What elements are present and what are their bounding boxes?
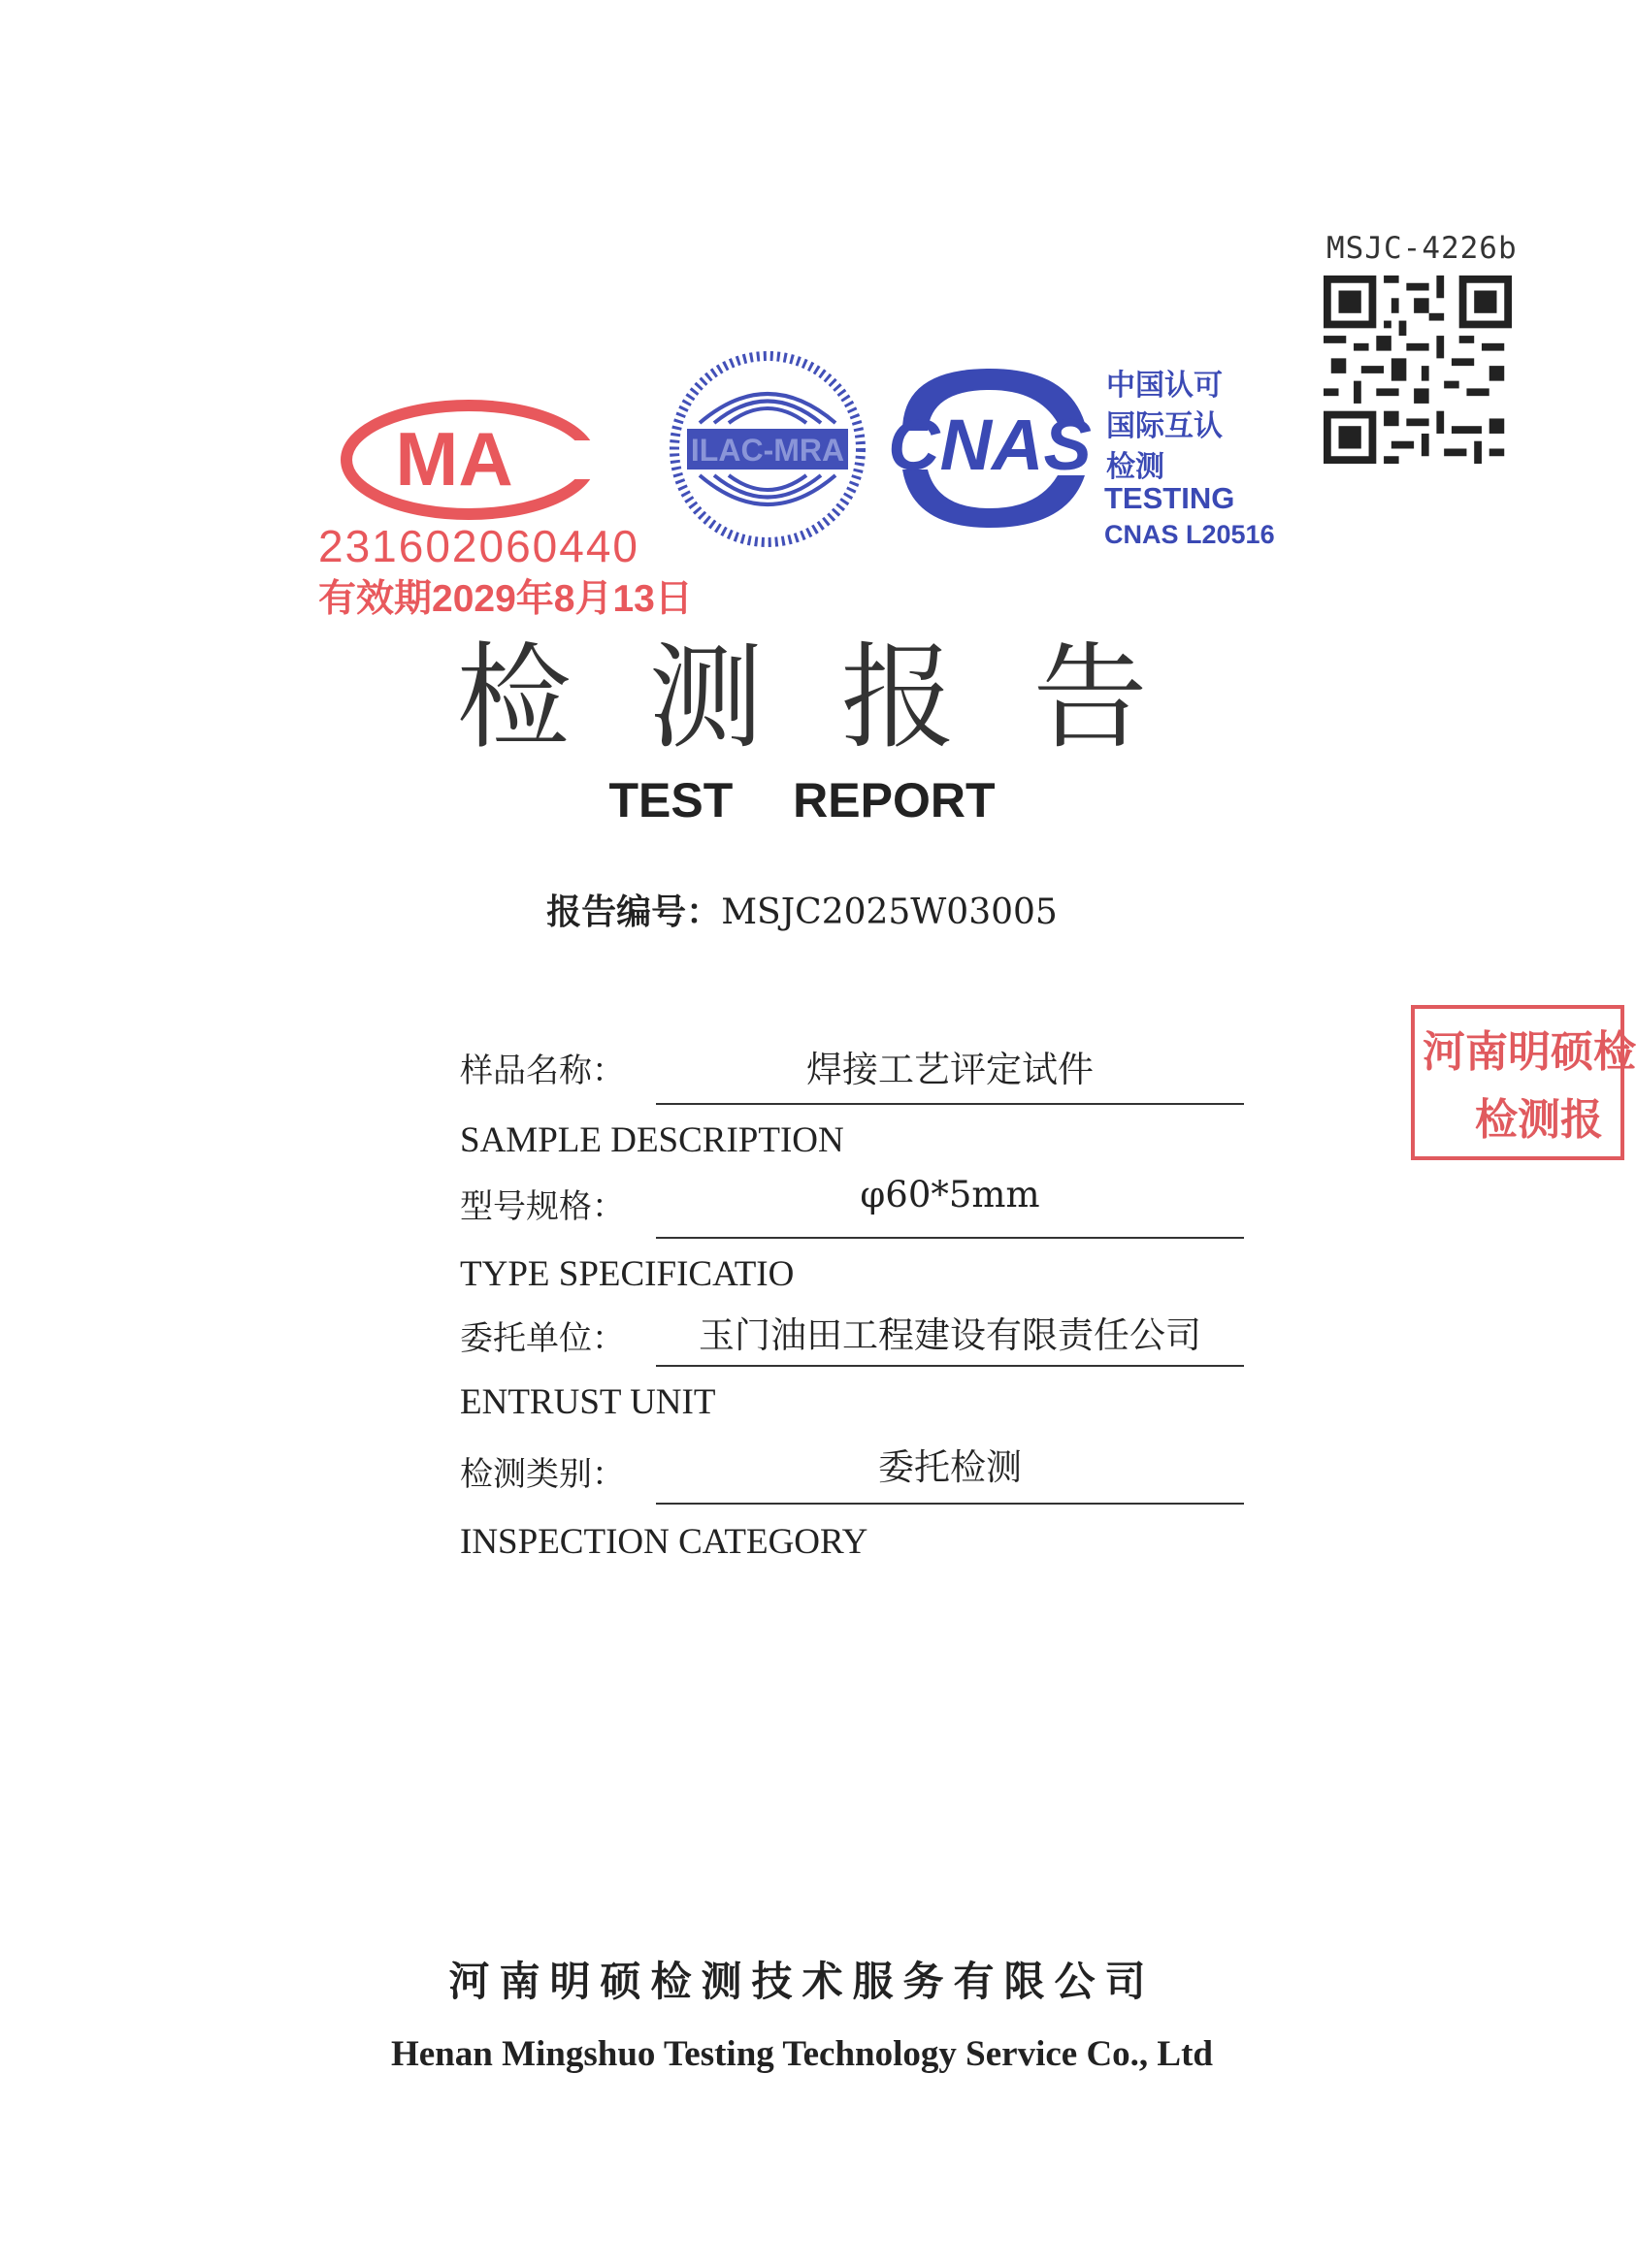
cnas-cn-line2: 国际互认 bbox=[1106, 409, 1223, 443]
sample-name-value: 焊接工艺评定试件 bbox=[806, 1049, 1094, 1090]
entrust-unit-en-label: ENTRUST UNIT bbox=[460, 1382, 716, 1422]
type-spec-label: 型号规格： bbox=[460, 1187, 625, 1226]
cma-number: 231602060440 bbox=[318, 521, 639, 571]
cnas-testing-label: TESTING bbox=[1104, 481, 1235, 515]
inspection-category-en-label: INSPECTION CATEGORY bbox=[460, 1522, 868, 1562]
entrust-unit-underline bbox=[656, 1365, 1244, 1367]
cnas-text: CNAS bbox=[888, 405, 1092, 485]
type-spec-underline bbox=[656, 1237, 1244, 1239]
cma-logo-text: MA bbox=[395, 416, 513, 502]
inspection-category-underline bbox=[656, 1503, 1244, 1505]
side-seal-line2: 检测报 bbox=[1475, 1095, 1603, 1145]
sample-name-label: 样品名称： bbox=[460, 1052, 625, 1090]
report-number-label: 报告编号： bbox=[546, 892, 722, 932]
cnas-logo-icon bbox=[873, 363, 1106, 534]
company-name-cn: 河南明硕检测技术服务有限公司 bbox=[448, 1958, 1156, 2005]
report-number bbox=[0, 885, 1604, 934]
cma-logo-icon bbox=[340, 400, 598, 520]
type-specification-label: TYPE SPECIFICATIO bbox=[460, 1254, 795, 1294]
cnas-cn-line3: 检测 bbox=[1106, 450, 1164, 484]
entrust-unit-label: 委托单位： bbox=[460, 1319, 625, 1358]
cnas-cn-line1: 中国认可 bbox=[1106, 369, 1223, 403]
entrust-unit-value: 玉门油田工程建设有限责任公司 bbox=[699, 1314, 1201, 1356]
report-title-en: TEST REPORT bbox=[608, 773, 996, 827]
sample-name-underline bbox=[656, 1103, 1244, 1105]
ilac-mra-logo-icon bbox=[666, 345, 869, 553]
inspection-category-label: 检测类别： bbox=[460, 1455, 625, 1494]
sample-description-label: SAMPLE DESCRIPTION bbox=[460, 1120, 844, 1160]
qr-code-icon bbox=[1324, 275, 1512, 464]
document-code: MSJC-4226b bbox=[1326, 231, 1518, 266]
report-number-value: MSJC2025W03005 bbox=[721, 892, 1058, 932]
side-seal-line1: 河南明硕检 bbox=[1423, 1027, 1636, 1077]
cma-validity: 有效期2029年8月13日 bbox=[318, 578, 693, 620]
type-spec-value: φ60*5mm bbox=[860, 1174, 1040, 1215]
inspection-category-value: 委托检测 bbox=[878, 1446, 1022, 1488]
cnas-code: CNAS L20516 bbox=[1104, 520, 1275, 549]
ilac-text: ILAC-MRA bbox=[690, 433, 845, 468]
company-name-en: Henan Mingshuo Testing Technology Service Co., Ltd bbox=[390, 2034, 1214, 2074]
report-title-cn: 检测报告 bbox=[456, 631, 1226, 764]
